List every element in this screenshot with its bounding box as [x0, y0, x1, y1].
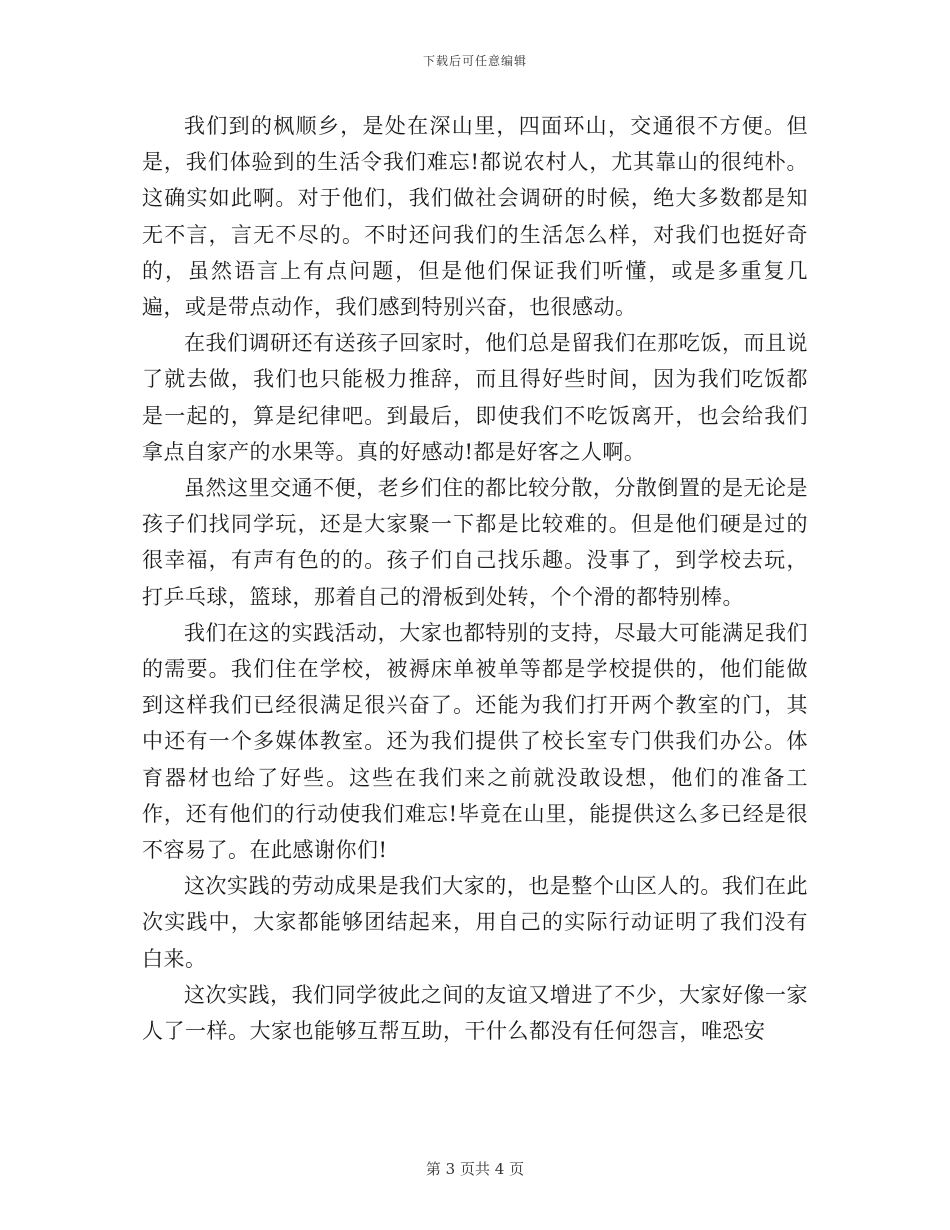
paragraph-2: 在我们调研还有送孩子回家时，他们总是留我们在那吃饭，而且说了就去做，我们也只能极力推辞，而且得好些时间，因为我们吃饭都是一起的，算是纪律吧。到最后，即使我们不吃饭离开，也会给我们拿点自家产的水果等。真的好感动!都是好客之人啊。: [142, 331, 808, 464]
page-footer: 第 3 页共 4 页: [425, 1160, 525, 1178]
paragraph-3: 虽然这里交通不便，老乡们住的都比较分散，分散倒置的是无论是孩子们找同学玩，还是大家聚一下都是比较难的。但是他们硬是过的很幸福，有声有色的的。孩子们自己找乐趣。没事了，到学校去玩，打乒乓球，篮球，那着自己的滑板到处转，个个滑的都特别棒。: [142, 476, 808, 609]
paragraph-6: 这次实践，我们同学彼此之间的友谊又增进了不少，大家好像一家人了一样。大家也能够互帮互助，干什么都没有任何怨言，唯恐安: [142, 982, 808, 1044]
paragraph-1: 我们到的枫顺乡，是处在深山里，四面环山，交通很不方便。但是，我们体验到的生活令我们难忘!都说农村人，尤其靠山的很纯朴。这确实如此啊。对于他们，我们做社会调研的时候，绝大多数都是知无不言，言无不尽的。不时还问我们的生活怎么样，对我们也挺好奇的，虽然语言上有点问题，但是他们保证我们听懂，或是多重复几遍，或是带点动作，我们感到特别兴奋，也很感动。: [142, 114, 808, 320]
document-body: [142, 108, 808, 1049]
paragraph-4: 我们在这的实践活动，大家也都特别的支持，尽最大可能满足我们的需要。我们住在学校，被褥床单被单等都是学校提供的，他们能做到这样我们已经很满足很兴奋了。还能为我们打开两个教室的门，其中还有一个多媒体教室。还为我们提供了校长室专门供我们办公。体育器材也给了好些。这些在我们来之前就没敢设想，他们的准备工作，还有他们的行动使我们难忘!毕竟在山里，能提供这么多已经是很不容易了。在此感谢你们!: [142, 620, 808, 863]
page-header: 下载后可任意编辑: [422, 54, 527, 68]
paragraph-5: 这次实践的劳动成果是我们大家的，也是整个山区人的。我们在此次实践中，大家都能够团结起来，用自己的实际行动证明了我们没有白来。: [142, 874, 808, 971]
